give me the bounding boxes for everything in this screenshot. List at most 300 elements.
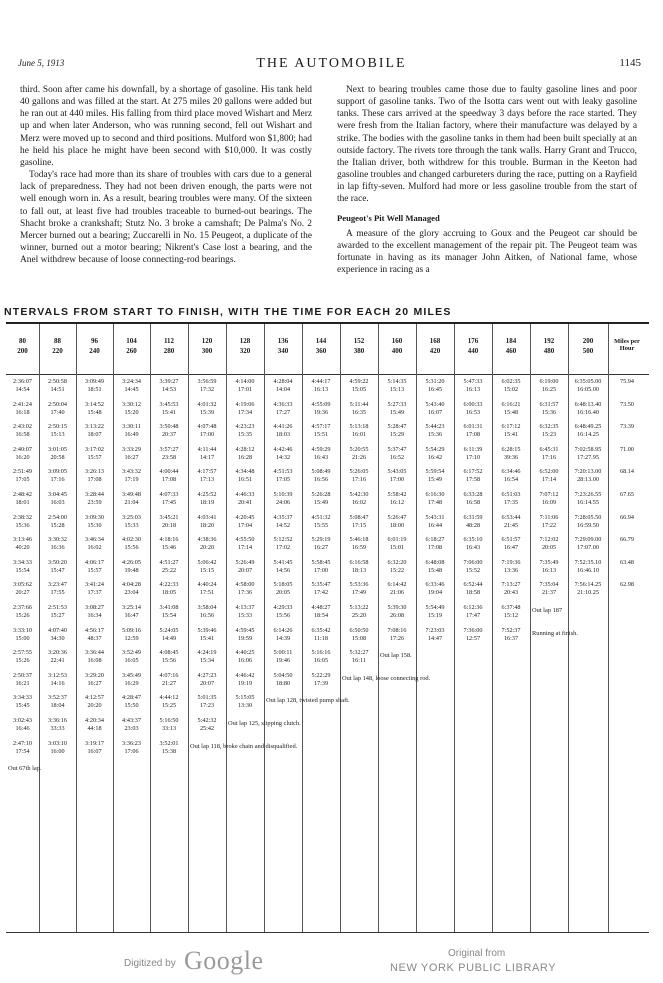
- interval-time: 15:13: [50, 431, 65, 439]
- time-cell: [302, 581, 340, 597]
- interval-time: 18:20: [199, 521, 215, 529]
- header-miles-96: [76, 324, 113, 374]
- elapsed-time: 7:36:00: [463, 626, 483, 634]
- time-cell: [39, 559, 76, 575]
- interval-time: 16:43: [465, 544, 481, 552]
- elapsed-time: 5:42:32: [197, 717, 217, 724]
- elapsed-time: 3:30:32: [48, 536, 67, 544]
- header-miles: 500: [582, 347, 594, 355]
- interval-time: 20:43: [503, 589, 519, 597]
- elapsed-time: 6:28:15: [501, 445, 521, 453]
- elapsed-time: 66.94: [620, 513, 634, 521]
- interval-time: 16:20: [15, 453, 30, 461]
- interval-time: 16:08: [87, 657, 102, 665]
- interval-time: 15:19: [427, 612, 443, 619]
- elapsed-time: 5:43:31: [425, 513, 445, 521]
- time-cell: [226, 491, 264, 507]
- elapsed-time: 4:17:57: [197, 468, 217, 476]
- interval-time: 20:05: [541, 544, 557, 552]
- elapsed-time: 5:13:22: [349, 604, 369, 611]
- interval-time: 16:13: [465, 386, 481, 393]
- elapsed-time: 7:13:27: [501, 581, 521, 589]
- interval-time: 40:20: [15, 544, 30, 552]
- interval-time: 15:33: [124, 521, 139, 529]
- time-cell: [530, 446, 568, 462]
- elapsed-time: 7:29:09.00: [574, 536, 602, 544]
- interval-time: 19:19: [237, 679, 253, 687]
- interval-time: 16:49: [124, 431, 139, 439]
- interval-time: 17:13: [199, 476, 215, 484]
- time-cell: [150, 468, 188, 484]
- elapsed-time: 3:09:05: [48, 468, 67, 476]
- time-cell: [39, 446, 76, 462]
- time-cell: [6, 717, 39, 733]
- elapsed-time: 2:48:42: [13, 491, 32, 498]
- interval-time: 16:05.00: [577, 386, 599, 393]
- interval-time: 15:36: [15, 521, 30, 529]
- time-cell: [416, 536, 454, 552]
- time-cell: [492, 468, 530, 484]
- interval-time: 13:36: [503, 566, 519, 574]
- elapsed-time: 5:10:39: [273, 491, 293, 498]
- time-cell: [188, 604, 226, 620]
- elapsed-time: 5:20:55: [349, 445, 369, 453]
- elapsed-time: 6:35:10: [463, 536, 483, 544]
- speed-cell: [608, 446, 646, 454]
- elapsed-time: 4:27:23: [197, 671, 217, 679]
- elapsed-time: 2:37:66: [13, 604, 32, 611]
- elapsed-time: 4:48:27: [311, 604, 331, 611]
- time-cell: [454, 468, 492, 484]
- time-cell: [6, 604, 39, 620]
- elapsed-time: 4:20:45: [235, 513, 255, 521]
- time-cell: [530, 514, 568, 530]
- interval-time: 16:05: [124, 657, 139, 665]
- time-cell: [340, 401, 378, 417]
- interval-time: 17:55: [50, 589, 65, 597]
- interval-time: 15:29: [389, 431, 405, 439]
- time-cell: [6, 491, 39, 507]
- time-cell: [76, 536, 113, 552]
- interval-time: 14:53: [161, 386, 177, 393]
- interval-time: 17:23: [199, 702, 215, 710]
- time-cell: [530, 536, 568, 552]
- time-cell: [378, 401, 416, 417]
- page-number: 1145: [619, 57, 641, 69]
- time-cell: [6, 536, 39, 552]
- elapsed-time: 3:58:04: [197, 604, 217, 611]
- elapsed-time: 4:57:17: [311, 423, 331, 431]
- interval-time: 16:27: [124, 453, 139, 461]
- interval-time: 17:05: [15, 476, 30, 484]
- elapsed-time: 5:58:42: [387, 491, 407, 498]
- header-miles: 360: [315, 347, 327, 355]
- interval-time: 15:08: [351, 634, 367, 642]
- elapsed-time: 6:52:44: [463, 581, 483, 589]
- time-cell: [226, 649, 264, 665]
- interval-time: 14:54: [15, 386, 30, 393]
- elapsed-time: 6:37:48: [501, 604, 521, 611]
- elapsed-time: 4:07:48: [197, 423, 217, 431]
- interval-time: 17:01: [237, 386, 253, 393]
- time-cell: [416, 559, 454, 575]
- elapsed-time: 4:46:42: [235, 671, 255, 679]
- left-paragraph-2: Today's race had more than its share of troubles with cars due to a general lack of preparedness. They had not been driven enough, the parts were not well enough worn in. As a result, bearing troubles were many. Of the sixteen to fall out, at least five had troubles traceable to burned-out bearings. The Shacht broke a crankshaft; Stutz No. 3 broke a camshaft; De Palma's No. 2 Mercer burned out a bearing; Zuccarelli in No. 15 Peugeot, a duplicate of the winner, burned out a motor bearing; Nikrent's Case lost a bearing, and the Anel withdrew because of loose connecting-rod bearings.: [20, 170, 312, 266]
- time-cell: [378, 536, 416, 552]
- time-cell: [76, 740, 113, 756]
- interval-time: 18:19: [199, 499, 215, 506]
- interval-time: 16:03: [50, 499, 65, 506]
- interval-time: 15:25: [161, 702, 177, 710]
- interval-time: 17:02: [275, 544, 291, 552]
- speed-cell: [608, 378, 646, 386]
- interval-time: 16:00: [50, 747, 65, 755]
- time-cell: [568, 581, 608, 597]
- elapsed-time: 4:35:37: [273, 513, 293, 521]
- section-heading: Peugeot's Pit Well Managed: [337, 212, 440, 223]
- header-laps: 200: [582, 337, 594, 345]
- time-cell: [188, 649, 226, 665]
- time-cell: [568, 468, 608, 484]
- elapsed-time: 5:35:47: [311, 581, 331, 589]
- interval-time: 15:02: [503, 386, 519, 393]
- elapsed-time: 5:26:49: [235, 558, 255, 566]
- elapsed-time: 6:31:59: [463, 513, 483, 521]
- elapsed-time: 4:13:37: [235, 604, 255, 611]
- interval-time: 21:37: [541, 589, 557, 597]
- elapsed-time: 7:35:04: [539, 581, 559, 589]
- interval-time: 33:33: [50, 725, 65, 732]
- interval-time: 17:08: [427, 544, 443, 552]
- elapsed-time: 3:20:36: [48, 649, 67, 657]
- interval-time: 14:56: [275, 566, 291, 574]
- interval-time: 16:11: [352, 657, 366, 665]
- time-cell: [39, 717, 76, 733]
- elapsed-time: 2:36:07: [13, 378, 32, 385]
- time-cell: [492, 491, 530, 507]
- elapsed-time: 3:08:27: [85, 604, 104, 611]
- interval-time: 17:14: [237, 544, 253, 552]
- elapsed-time: 5:54:49: [425, 604, 445, 611]
- header-miles: 420: [429, 347, 441, 355]
- elapsed-time: 6:17:52: [463, 468, 483, 476]
- interval-time: 21:45: [503, 521, 519, 529]
- elapsed-time: 2:50:37: [13, 671, 32, 679]
- time-cell: [76, 581, 113, 597]
- interval-time: 16:42: [427, 453, 443, 461]
- interval-time: 17:16: [351, 476, 367, 484]
- header-miles: 300: [201, 347, 213, 355]
- elapsed-time: 7:23:03: [425, 626, 445, 634]
- time-cell: [302, 401, 340, 417]
- elapsed-time: 3:12:53: [48, 671, 67, 679]
- header-miles-160: [378, 324, 416, 374]
- elapsed-time: 3:57:27: [159, 445, 179, 453]
- time-cell: [150, 740, 188, 756]
- elapsed-time: 75.94: [620, 378, 634, 385]
- elapsed-time: 4:28:12: [235, 445, 255, 453]
- elapsed-time: 3:19:17: [85, 739, 104, 747]
- time-cell: [340, 468, 378, 484]
- header-miles-80: [6, 324, 39, 374]
- interval-time: 20:07: [237, 566, 253, 574]
- interval-time: 18:01: [15, 499, 30, 506]
- elapsed-time: 4:51:53: [273, 468, 293, 476]
- header-miles: 400: [391, 347, 403, 355]
- elapsed-time: 4:34:48: [235, 468, 255, 476]
- interval-time: 48:37: [87, 634, 102, 642]
- elapsed-time: 7:52:35.10: [574, 558, 602, 566]
- interval-time: 22:41: [50, 657, 65, 665]
- elapsed-time: 2:38:32: [13, 513, 32, 521]
- header-miles-128: [226, 324, 264, 374]
- interval-time: 16:46.10: [577, 566, 599, 574]
- time-cell: [113, 491, 150, 507]
- interval-time: 17:49: [351, 589, 367, 597]
- elapsed-time: 5:39:30: [387, 604, 407, 611]
- time-cell: [6, 401, 39, 417]
- time-cell: [492, 423, 530, 439]
- elapsed-time: 73.39: [620, 423, 634, 431]
- interval-time: 15:47: [50, 566, 65, 574]
- time-cell: [302, 627, 340, 643]
- header-laps: 80: [19, 337, 26, 345]
- elapsed-time: 66.79: [620, 536, 634, 544]
- elapsed-time: 7:02:58.95: [574, 445, 602, 453]
- elapsed-time: 6:45:31: [539, 445, 559, 453]
- interval-time: 17:10: [465, 453, 481, 461]
- time-cell: [568, 423, 608, 439]
- header-miles: 280: [163, 347, 175, 355]
- elapsed-time: 3:45:21: [159, 513, 179, 521]
- interval-time: 15:23: [541, 431, 557, 439]
- elapsed-time: 7:52:37: [501, 626, 521, 634]
- time-cell: [226, 694, 264, 710]
- retirement-note: Out 67th lap.: [8, 765, 42, 773]
- interval-time: 16:52: [389, 453, 405, 461]
- time-cell: [378, 514, 416, 530]
- interval-time: 16:47: [124, 612, 139, 619]
- elapsed-time: 5:16:50: [159, 717, 179, 724]
- time-cell: [454, 446, 492, 462]
- time-cell: [492, 446, 530, 462]
- time-cell: [264, 536, 302, 552]
- interval-time: 16:14.55: [577, 499, 599, 506]
- interval-time: 18:80: [275, 679, 291, 687]
- time-cell: [150, 446, 188, 462]
- time-cell: [416, 514, 454, 530]
- time-cell: [6, 378, 39, 394]
- interval-time: 18:58: [465, 589, 481, 597]
- header-miles-144: [302, 324, 340, 374]
- elapsed-time: 4:41:26: [273, 423, 293, 431]
- time-cell: [302, 559, 340, 575]
- time-cell: [188, 514, 226, 530]
- time-cell: [188, 468, 226, 484]
- elapsed-time: 4:58:00: [235, 581, 255, 589]
- interval-time: 15:41: [199, 634, 215, 642]
- elapsed-time: 7:28:05.50: [574, 513, 602, 521]
- time-cell: [378, 627, 416, 643]
- elapsed-time: 4:03:41: [197, 513, 217, 521]
- elapsed-time: 5:12:52: [273, 536, 293, 544]
- elapsed-time: 3:43:32: [122, 468, 141, 476]
- header-miles-176: [454, 324, 492, 374]
- elapsed-time: 4:22:33: [159, 581, 179, 589]
- header-laps: 160: [391, 337, 403, 345]
- elapsed-time: 5:39:46: [197, 626, 217, 634]
- elapsed-time: 6:53:44: [501, 513, 521, 521]
- elapsed-time: 2:54:00: [48, 513, 67, 521]
- elapsed-time: 3:41:08: [159, 604, 179, 611]
- time-cell: [39, 468, 76, 484]
- elapsed-time: 4:51:32: [311, 513, 331, 521]
- interval-time: 18:07: [87, 431, 102, 439]
- header-miles-136: [264, 324, 302, 374]
- elapsed-time: 3:45:49: [122, 671, 141, 679]
- interval-time: 25:22: [161, 566, 177, 574]
- time-cell: [492, 514, 530, 530]
- time-cell: [76, 604, 113, 620]
- interval-time: 17:08: [87, 476, 102, 484]
- elapsed-time: 3:45:53: [159, 400, 179, 408]
- header-miles: 260: [126, 347, 137, 355]
- interval-time: 12:57: [465, 634, 481, 642]
- elapsed-time: 3:25:14: [122, 604, 141, 611]
- interval-time: 17:27: [275, 408, 291, 416]
- elapsed-time: 4:24:19: [197, 649, 217, 657]
- time-cell: [530, 491, 568, 507]
- lap-times-table: [6, 322, 649, 933]
- elapsed-time: 5:29:19: [311, 536, 331, 544]
- elapsed-time: 4:59:29: [311, 445, 331, 453]
- speed-cell: [608, 581, 646, 589]
- time-cell: [113, 694, 150, 710]
- time-cell: [416, 401, 454, 417]
- time-cell: [568, 378, 608, 394]
- elapsed-time: 5:26:05: [349, 468, 369, 476]
- elapsed-time: 3:01:05: [48, 445, 67, 453]
- time-cell: [113, 378, 150, 394]
- elapsed-time: 5:15:05: [235, 694, 255, 702]
- interval-time: 23:58: [161, 453, 177, 461]
- time-cell: [340, 491, 378, 507]
- elapsed-time: 4:42:46: [273, 445, 293, 453]
- time-cell: [188, 717, 226, 733]
- time-cell: [39, 514, 76, 530]
- header-laps: 168: [429, 337, 441, 345]
- interval-time: 15:13: [389, 386, 405, 393]
- header-miles-120: [188, 324, 226, 374]
- interval-time: 20:37: [161, 431, 177, 439]
- time-cell: [416, 627, 454, 643]
- elapsed-time: 3:33:29: [122, 445, 141, 453]
- interval-time: 16:01: [351, 431, 367, 439]
- interval-time: 16:46: [15, 725, 30, 732]
- elapsed-time: 4:18:16: [159, 536, 179, 544]
- interval-time: 16:13: [313, 386, 329, 393]
- header-laps: 88: [54, 337, 61, 345]
- elapsed-time: 6:33:46: [425, 581, 445, 589]
- elapsed-time: 3:13:22: [85, 423, 104, 431]
- right-paragraph-1: Next to bearing troubles came those due to faulty gasoline lines and poor support of gasoline tanks. Two of the Isotta cars went out with leaky gasoline tanks. These cars arrived at the speedway 3 days before the race started. They were fresh from the Italian factory, where their manufacture was delayed by a strike. The bodies with the gasoline tanks in them had been built specially at an outside factory. The rivets tore through the tank walls. Harry Grant and Trucco, the Italian driver, both withdrew for this trouble. Burman in the Keeton had gasoline troubles and changed carbureters during the race, putting on a Rayfield in lap fifty-seven. Mulford had more or less gasoline trouble from the start of the race.: [337, 85, 637, 205]
- interval-time: 16:37: [503, 634, 519, 642]
- interval-time: 16:44: [427, 521, 443, 529]
- elapsed-time: 7:07:12: [539, 491, 559, 498]
- elapsed-time: 4:02:30: [122, 536, 141, 544]
- interval-time: 19:46: [275, 657, 291, 665]
- elapsed-time: 6:51:57: [501, 536, 521, 544]
- elapsed-time: 5:14:35: [387, 378, 407, 385]
- interval-time: 15:00: [15, 634, 30, 642]
- interval-time: 17:32: [199, 386, 215, 393]
- interval-time: 33:13: [161, 725, 177, 732]
- elapsed-time: 5:37:47: [387, 445, 407, 453]
- interval-time: 16:02: [87, 544, 102, 552]
- retirement-note: Out lap 128, twisted pump shaft.: [266, 697, 350, 705]
- elapsed-time: 6:50:50: [349, 626, 369, 634]
- interval-time: 17:19: [124, 476, 139, 484]
- time-cell: [113, 581, 150, 597]
- header-miles-192: [530, 324, 568, 374]
- time-cell: [302, 378, 340, 394]
- elapsed-time: 3:52:49: [122, 649, 141, 657]
- elapsed-time: 4:55:09: [311, 400, 331, 408]
- time-cell: [264, 581, 302, 597]
- interval-time: 15:52: [465, 566, 481, 574]
- interval-time: 17:16: [50, 476, 65, 484]
- time-cell: [302, 672, 340, 688]
- time-cell: [302, 514, 340, 530]
- elapsed-time: 6:35:42: [311, 626, 331, 634]
- elapsed-time: 6:11:39: [463, 445, 483, 453]
- header-miles-168: [416, 324, 454, 374]
- interval-time: 18:03: [275, 431, 291, 439]
- elapsed-time: 4:59:45: [235, 626, 255, 634]
- time-cell: [188, 559, 226, 575]
- interval-time: 16:06: [237, 657, 253, 665]
- time-cell: [76, 559, 113, 575]
- elapsed-time: 5:11:44: [349, 400, 369, 408]
- interval-time: 16:47: [503, 544, 519, 552]
- elapsed-time: 4:14:00: [235, 378, 255, 385]
- header-miles-112: [150, 324, 188, 374]
- interval-time: 11:18: [314, 634, 328, 642]
- time-cell: [302, 604, 340, 620]
- elapsed-time: 2:51:49: [13, 468, 32, 476]
- interval-time: 16:36: [50, 544, 65, 552]
- interval-time: 15:45: [15, 702, 30, 710]
- time-cell: [416, 446, 454, 462]
- time-cell: [6, 649, 39, 665]
- interval-time: 15:26: [15, 657, 30, 665]
- elapsed-time: 2:40:07: [13, 445, 32, 453]
- interval-time: 18:13: [351, 566, 367, 574]
- time-cell: [378, 378, 416, 394]
- time-cell: [568, 559, 608, 575]
- elapsed-time: 6:35:05.00: [574, 378, 602, 385]
- time-cell: [378, 604, 416, 620]
- elapsed-time: 5:27:33: [387, 400, 407, 408]
- elapsed-time: 4:23:23: [235, 423, 255, 431]
- interval-time: 17:34: [237, 408, 253, 416]
- elapsed-time: 3:28:44: [85, 491, 104, 498]
- interval-time: 15:49: [427, 476, 443, 484]
- time-cell: [113, 649, 150, 665]
- interval-time: 16:13: [541, 566, 557, 574]
- elapsed-time: 5:53:36: [349, 581, 369, 589]
- time-cell: [264, 514, 302, 530]
